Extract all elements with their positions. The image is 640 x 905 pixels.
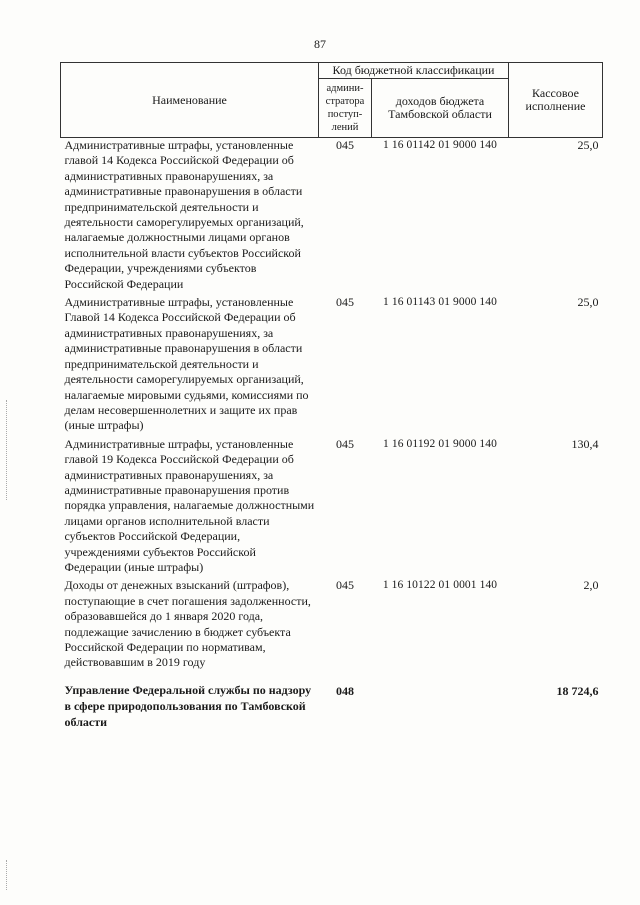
header-name: Наименование <box>61 63 319 138</box>
row-income-code: 1 16 10122 01 0001 140 <box>382 579 498 592</box>
budget-table <box>60 62 603 730</box>
table-row <box>61 295 603 437</box>
row-amount: 25,0 <box>577 295 599 310</box>
summary-amount: 18 724,6 <box>556 683 599 698</box>
summary-row <box>61 674 603 730</box>
header-amount: Кассовое исполнение <box>509 63 603 138</box>
header-income: доходов бюджета Тамбовской области <box>372 79 509 138</box>
row-amount: 130,4 <box>571 436 599 451</box>
row-income-code: 1 16 01143 01 9000 140 <box>383 296 497 309</box>
row-admin-code: 045 <box>336 436 354 451</box>
row-income-code: 1 16 01142 01 9000 140 <box>383 139 497 151</box>
header-code-group: Код бюджетной классификации <box>319 63 509 79</box>
row-name: Административные штрафы, установленные Главой 14 Кодекса Российской Федерации об административных правонарушениях, за административные правонарушения в области предпринимательской деятельности и деятельности саморегулируемых организаций, налагаемые мировыми судьями, комиссиями по делам несовершеннолетних и защите их прав (иные штрафы) <box>64 295 309 433</box>
margin-marks-bottom <box>6 860 9 890</box>
row-income-code: 1 16 01192 01 9000 140 <box>383 437 497 450</box>
row-amount: 25,0 <box>577 138 599 152</box>
summary-income-code <box>372 674 509 730</box>
margin-marks <box>6 400 9 500</box>
row-name: Административные штрафы, установленные главой 19 Кодекса Российской Федерации об административных правонарушениях, за административные правонарушения против порядка управления, налагаемые должностными лицами органов исполнительной власти субъектов Российской Федерации, учреждениями субъектов Российской Федерации (иные штрафы) <box>64 436 315 574</box>
table-row <box>61 578 603 673</box>
header-admin: админи- стратора поступ- лений <box>319 79 372 138</box>
row-admin-code: 045 <box>336 578 354 593</box>
row-amount: 2,0 <box>583 578 599 593</box>
page-number: 87 <box>314 37 326 51</box>
table-row <box>61 138 603 296</box>
summary-admin-code: 048 <box>336 683 354 698</box>
summary-name: Управление Федеральной службы по надзору в сфере природопользования по Тамбовской области <box>64 682 312 729</box>
row-name: Административные штрафы, установленные главой 14 Кодекса Российской Федерации об административных правонарушениях, за административные правонарушения в области предпринимательской деятельности и деятельности саморегулируемых организаций, налагаемые должностными лицами органов исполнительной власти субъектов Российской Федерации, учреждениями субъектов Российской Федерации <box>64 138 304 291</box>
table-row <box>61 437 603 579</box>
row-admin-code: 045 <box>336 138 354 152</box>
row-name: Доходы от денежных взысканий (штрафов), поступающие в счет погашения задолженности, образовавшейся до 1 января 2020 года, подлежащие зачислению в бюджет субъекта Российской Федерации по нормативам, действовавшим в 2019 году <box>64 578 311 670</box>
table-header <box>61 63 603 138</box>
row-admin-code: 045 <box>336 295 354 310</box>
